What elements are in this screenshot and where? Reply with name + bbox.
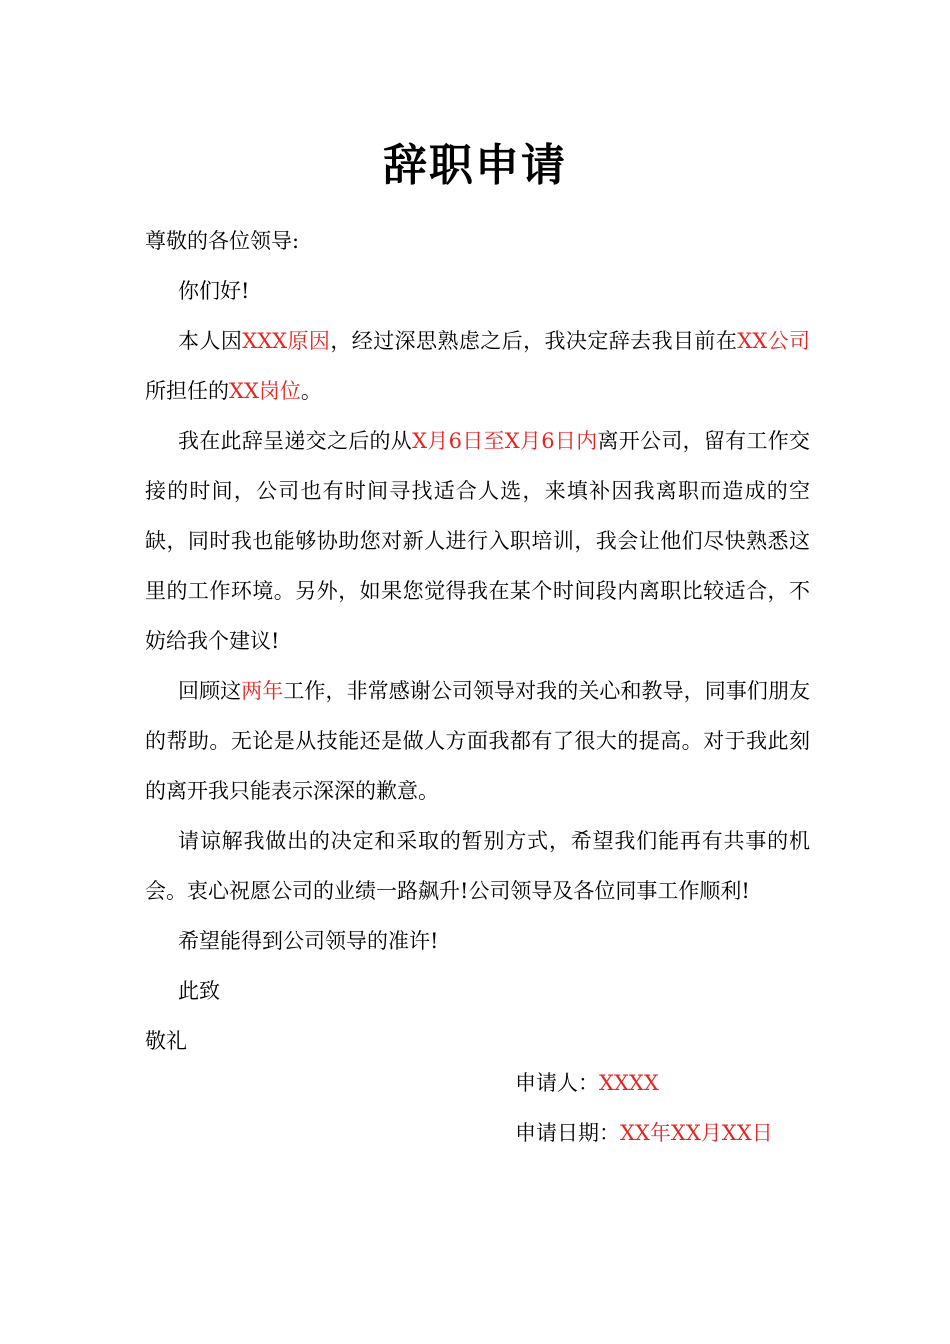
applicant-value: XXXX (599, 1071, 659, 1095)
salutation: 尊敬的各位领导: (145, 229, 300, 253)
paragraph-handover (145, 416, 810, 666)
closing-line-1: 此致 (178, 979, 220, 1003)
paragraph-review (145, 666, 810, 816)
greeting: 你们好! (178, 279, 250, 303)
placeholder-company: XX公司 (737, 329, 810, 353)
text-segment: 。 (300, 379, 322, 403)
text-segment: 工作，非常感谢公司领导对我的关心和教导，同事们朋友的帮助。无论是从技能还是做人方面我都有了很大的提高。对于我此刻的离开我只能表示深深的歉意。 (145, 679, 811, 803)
text-segment: 我在此辞呈递交之后的从 (178, 429, 413, 453)
applicant-label: 申请人： (515, 1071, 599, 1095)
paragraph-request: 希望能得到公司领导的准许! (178, 929, 439, 953)
text-segment: 所担任的 (145, 379, 229, 403)
placeholder-position: XX岗位 (229, 379, 301, 403)
page-title: 辞职申请 (383, 140, 567, 191)
date-label: 申请日期： (515, 1121, 620, 1145)
placeholder-reason: XXX原因 (242, 329, 331, 353)
paragraph-reason (145, 316, 810, 416)
date-value: XX年XX月XX日 (620, 1121, 773, 1145)
letter-body (145, 216, 810, 1066)
paragraph-wishes: 请谅解我做出的决定和采取的暂别方式，希望我们能再有共事的机会。衷心祝愿公司的业绩一路飙升!公司领导及各位同事工作顺利! (145, 829, 810, 903)
placeholder-duration: 两年 (241, 679, 284, 703)
text-segment: 离开公司，留有工作交接的时间，公司也有时间寻找适合人选，来填补因我离职而造成的空缺，同时我也能够协助您对新人进行入职培训，我会让他们尽快熟悉这里的工作环境。另外，如果您觉得我在某个时间段内离职比较适合，不妨给我个建议! (145, 429, 811, 653)
text-segment: 本人因 (178, 329, 243, 353)
placeholder-period: X月6日至X月6日内 (412, 429, 598, 453)
text-segment: 回顾这 (178, 679, 242, 703)
applicant-line (515, 1058, 773, 1108)
closing-line-2: 敬礼 (145, 1029, 187, 1053)
signature-block (515, 1058, 773, 1158)
text-segment: ，经过深思熟虑之后，我决定辞去我目前在 (330, 329, 738, 353)
date-line (515, 1108, 773, 1158)
